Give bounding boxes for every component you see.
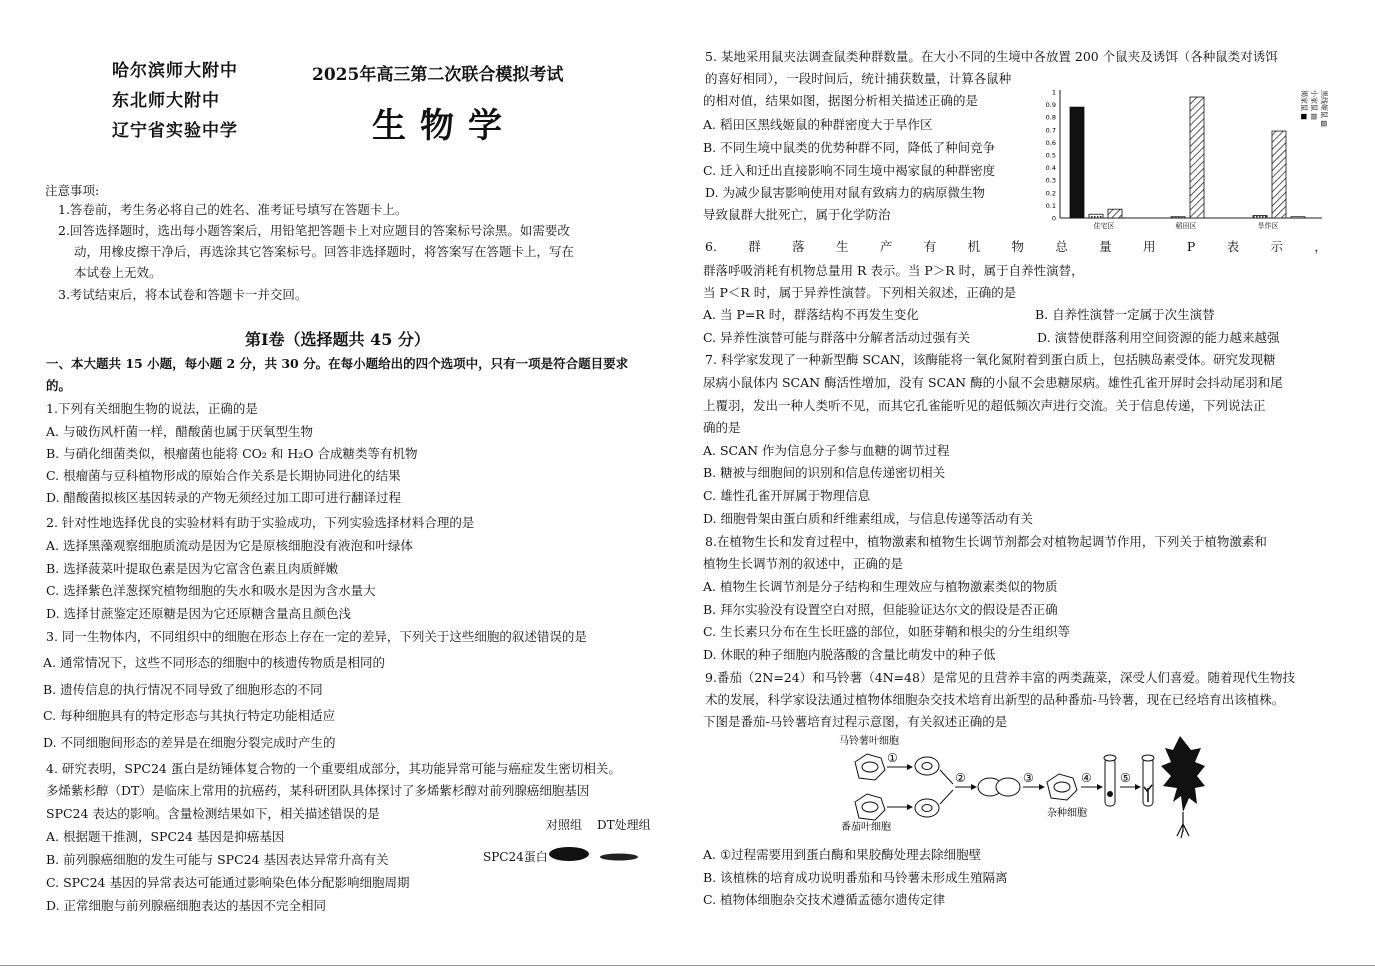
bar-其他-旱作区 xyxy=(1291,217,1305,218)
nucleus xyxy=(922,805,932,812)
q6-stem-2: 群落呼吸消耗有机物总量用 R 表示。当 P＞R 时，属于自养性演替， xyxy=(703,263,1084,278)
q3-option-c: C. 每种细胞具有的特定形态与其执行特定功能相适应 xyxy=(43,708,336,723)
q3-stem: 3. 同一生物体内，不同组织中的细胞在形态上存在一定的差异，下列关于这些细胞的叙述错误的是 xyxy=(46,629,587,644)
y-tick-label: 0.2 xyxy=(1045,189,1056,198)
q6-stem-char: P xyxy=(1186,239,1196,254)
q7-option-c: C. 雄性孔雀开屏属于物理信息 xyxy=(703,488,871,503)
y-tick-label: 0.3 xyxy=(1045,176,1056,185)
q6-stem-char: 生 xyxy=(836,239,849,254)
school-3: 辽宁省实验中学 xyxy=(112,121,238,141)
notice-line: 3.考试结束后，将本试卷和答题卡一并交回。 xyxy=(58,287,308,302)
section-instructions-cont: 的。 xyxy=(46,378,72,393)
q3-option-b: B. 遗传信息的执行情况不同导致了细胞形态的不同 xyxy=(43,682,323,697)
y-tick-label: 0.8 xyxy=(1045,113,1056,122)
arrow-head xyxy=(907,764,913,770)
q3-option-d: D. 不同细胞间形态的差异是在细胞分裂完成时产生的 xyxy=(43,735,336,750)
q7-option-d: D. 细胞骨架由蛋白质和纤维素组成，与信息传递等活动有关 xyxy=(703,511,1034,526)
q6-stem-1 xyxy=(705,238,1327,256)
blot-band-dt xyxy=(600,854,638,861)
hybrid-cell-label: 杂种细胞 xyxy=(1047,808,1087,819)
y-tick-label: 0.5 xyxy=(1045,151,1056,160)
category-labels xyxy=(1094,221,1279,230)
q6-stem-char: 总 xyxy=(1055,239,1068,254)
q9-option-a: A. ①过程需要用到蛋白酶和果胶酶处理去除细胞壁 xyxy=(703,847,982,862)
notice-line: 2.回答选择题时，选出每小题答案后，用铅笔把答题卡上对应题目的答案标号涂黑。如需要改 xyxy=(58,223,570,238)
q8-option-b: B. 拜尔实验没有设置空白对照，但能验证达尔文的假设是否正确 xyxy=(703,602,1058,617)
q9-stem-2: 术的发展，科学家设法通过植物体细胞杂交技术培育出新型的品种番茄-马铃薯，现在已经培育出该植株。 xyxy=(705,692,1285,707)
arrow-head xyxy=(1097,784,1103,790)
q5-option-d: D. 为减少鼠害影响使用对鼠有致病力的病原微生物 xyxy=(705,185,986,200)
bar-褐家鼠-住宅区 xyxy=(1070,107,1084,218)
arrow xyxy=(940,770,953,784)
q5-stem-1: 5. 某地采用鼠夹法调查鼠类种群数量。在大小不同的生境中各放置 200 个鼠夹及诱饵（各种鼠类对诱饵 xyxy=(705,49,1278,64)
bar-小家鼠-稻田区 xyxy=(1171,217,1185,218)
legend-item: 小家鼠 ▤ xyxy=(1310,90,1318,120)
q1-option-b: B. 与硝化细菌类似，根瘤菌也能将 CO₂ 和 H₂O 合成糖类等有机物 xyxy=(46,446,418,461)
blot-band-control xyxy=(549,847,589,861)
q6-option-c: C. 异养性演替可能与群落中分解者活动过强有关 xyxy=(703,330,971,345)
step-5-label: ⑤ xyxy=(1120,771,1131,785)
fusing-protoplast xyxy=(996,778,1020,796)
q8-stem-1: 8.在植物生长和发育过程中，植物激素和植物生长调节剂都会对植物起调节作用，下列关于植物激素和 xyxy=(705,534,1267,549)
y-tick-label: 0.9 xyxy=(1045,101,1056,110)
bar-小家鼠-住宅区 xyxy=(1089,214,1103,218)
step-1-label: ① xyxy=(887,751,898,765)
q4-option-b: B. 前列腺癌细胞的发生可能与 SPC24 基因表达异常升高有关 xyxy=(46,852,389,867)
q2-option-c: C. 选择紫色洋葱探究植物细胞的失水和吸水是因为含水量大 xyxy=(46,583,376,598)
step-4-label: ④ xyxy=(1081,771,1092,785)
bar-黑线姬鼠-住宅区 xyxy=(1108,209,1122,218)
q4-option-c: C. SPC24 基因的异常表达可能通过影响染色体分配影响细胞周期 xyxy=(46,875,410,890)
q6-stem-char: 用 xyxy=(1143,239,1156,254)
y-tick-label: 0 xyxy=(1051,214,1056,223)
arrow-head xyxy=(1135,784,1141,790)
western-blot-bands xyxy=(545,840,645,870)
arrow-head xyxy=(907,804,913,810)
y-tick-label: 0.6 xyxy=(1045,138,1056,147)
exam-title: 2025年高三第二次联合模拟考试 xyxy=(312,65,564,85)
blot-dt-label: DT处理组 xyxy=(597,818,651,832)
q4-option-d: D. 正常细胞与前列腺癌细胞表达的基因不完全相同 xyxy=(46,898,327,913)
q5-stem-2: 的喜好相同），一段时间后，统计捕获数量，计算各鼠种 xyxy=(705,71,1012,86)
q8-option-a: A. 植物生长调节剂是分子结构和生理效应与植物激素类似的物质 xyxy=(703,579,1058,594)
notice-line: 本试卷上无效。 xyxy=(74,265,162,280)
category-label: 旱作区 xyxy=(1257,222,1279,230)
potato-cell xyxy=(855,754,885,780)
subject-title: 生物学 xyxy=(372,106,516,146)
q7-option-a: A. SCAN 作为信息分子参与血糖的调节过程 xyxy=(703,443,950,458)
q6-stem-char: ， xyxy=(1314,239,1327,254)
y-tick-label: 0.4 xyxy=(1045,164,1056,173)
q5-option-c: C. 迁入和迁出直接影响不同生境中褐家鼠的种群密度 xyxy=(703,163,996,178)
q8-option-d: D. 休眠的种子细胞内脱落酸的含量比萌发中的种子低 xyxy=(703,647,996,662)
potato-cell-label: 马铃薯叶细胞 xyxy=(839,736,899,747)
q6-stem-char: 量 xyxy=(1099,239,1112,254)
notice-line: 1.答卷前，考生务必将自己的姓名、准考证号填写在答题卡上。 xyxy=(58,202,408,217)
q5-option-b: B. 不同生境中鼠类的优势种群不同，降低了种间竞争 xyxy=(703,140,996,155)
hybrid-cell xyxy=(1047,774,1077,800)
arrow-head xyxy=(1039,784,1045,790)
school-1: 哈尔滨师大附中 xyxy=(112,61,238,81)
q6-option-b: B. 自养性演替一定属于次生演替 xyxy=(1035,307,1215,322)
q3-option-a: A. 通常情况下，这些不同形态的细胞中的核遗传物质是相同的 xyxy=(43,655,385,670)
q7-stem-4: 确的是 xyxy=(703,420,741,435)
q5-option-a: A. 稻田区黑线姬鼠的种群密度大于旱作区 xyxy=(703,117,933,132)
rodent-bar-chart xyxy=(1040,84,1340,236)
q8-stem-2: 植物生长调节剂的叙述中，正确的是 xyxy=(703,556,904,571)
q6-stem-3: 当 P＜R 时，属于异养性演替。下列相关叙述，正确的是 xyxy=(703,285,1017,300)
somatic-hybridization-diagram xyxy=(835,732,1205,840)
test-tube-seedling xyxy=(1142,755,1154,806)
bar-黑线姬鼠-稻田区 xyxy=(1190,97,1204,218)
q5-stem-3: 的相对值，结果如图，据图分析相关描述正确的是 xyxy=(703,93,979,108)
q2-stem: 2. 针对性地选择优良的实验材料有助于实验成功，下列实验选择材料合理的是 xyxy=(46,515,475,530)
q5-option-d-cont: 导致鼠群大批死亡，属于化学防治 xyxy=(703,207,891,222)
q6-stem-char: 机 xyxy=(967,239,981,254)
q9-option-c: C. 植物体细胞杂交技术遵循孟德尔遗传定律 xyxy=(703,892,946,907)
q6-stem-char: 落 xyxy=(792,239,805,254)
hybrid-plant xyxy=(1161,736,1205,838)
q6-stem-char: 有 xyxy=(923,239,937,254)
y-tick-label: 1 xyxy=(1051,88,1056,97)
category-label: 住宅区 xyxy=(1093,222,1115,230)
q9-stem-3: 下图是番茄-马铃薯培育过程示意图，有关叙述正确的是 xyxy=(703,714,1008,729)
q6-option-d: D. 演替使群落利用空间资源的能力越来越强 xyxy=(1037,330,1280,345)
bar-小家鼠-旱作区 xyxy=(1253,215,1267,218)
category-label: 稻田区 xyxy=(1175,222,1197,230)
q1-option-c: C. 根瘤菌与豆科植物形成的原始合作关系是长期协同进化的结果 xyxy=(46,468,401,483)
q9-option-b: B. 该植株的培育成功说明番茄和马铃薯未形成生殖隔离 xyxy=(703,870,1008,885)
q2-option-a: A. 选择黑藻观察细胞质流动是因为它是原核细胞没有液泡和叶绿体 xyxy=(46,538,413,553)
q6-stem-char: 群 xyxy=(748,239,761,254)
q1-option-d: D. 醋酸菌拟核区基因转录的产物无须经过加工即可进行翻译过程 xyxy=(46,490,402,505)
arrow xyxy=(940,790,953,804)
q4-stem-2: 多烯紫杉醇（DT）是临床上常用的抗癌药，某科研团队具体探讨了多烯紫杉醇对前列腺癌细胞基因 xyxy=(46,783,590,798)
blot-control-label: 对照组 xyxy=(546,818,583,832)
tomato-cell-label: 番茄叶细胞 xyxy=(841,822,891,833)
step-2-label: ② xyxy=(955,771,966,785)
q6-stem-char: 6. xyxy=(705,239,717,254)
notice-line: 动，用橡皮擦干净后，再选涂其它答案标号。回答非选择题时，将答案写在答题卡上，写在 xyxy=(74,244,575,259)
part-title: 第Ⅰ卷（选择题共 45 分） xyxy=(245,330,430,349)
blot-row-label: SPC24蛋白 xyxy=(483,850,548,864)
y-tick-labels xyxy=(1046,89,1056,223)
nucleus xyxy=(922,763,932,770)
q7-stem-2: 尿病小鼠体内 SCAN 酶活性增加，没有 SCAN 酶的小鼠不会患糖尿病。雄性孔雀开屏时会抖动尾羽和尾 xyxy=(703,375,1283,390)
notice-title: 注意事项: xyxy=(45,183,100,198)
q6-option-a: A. 当 P=R 时，群落结构不再发生变化 xyxy=(703,307,919,322)
legend-item: 褐家鼠 ■ xyxy=(1300,90,1308,120)
tomato-cell xyxy=(855,794,885,820)
q1-stem: 1.下列有关细胞生物的说法，正确的是 xyxy=(46,401,258,416)
q2-option-b: B. 选择菠菜叶提取色素是因为它富含色素且肉质鲜嫩 xyxy=(46,561,339,576)
q8-option-c: C. 生长素只分布在生长旺盛的部位，如胚芽鞘和根尖的分生组织等 xyxy=(703,624,1071,639)
q7-stem-1: 7. 科学家发现了一种新型酶 SCAN，该酶能将一氧化氮附着到蛋白质上，包括胰岛素受体。研究发现糖 xyxy=(705,352,1276,367)
q6-stem-char: 物 xyxy=(1011,239,1024,254)
test-tube-callus xyxy=(1104,755,1116,806)
legend-item: 黑线姬鼠 ▨ xyxy=(1320,90,1328,127)
arrow-head xyxy=(971,784,977,790)
q1-option-a: A. 与破伤风杆菌一样，醋酸菌也属于厌氧型生物 xyxy=(46,424,313,439)
q7-option-b: B. 糖被与细胞间的识别和信息传递密切相关 xyxy=(703,465,946,480)
bars xyxy=(1070,97,1305,218)
school-2: 东北师大附中 xyxy=(112,91,220,111)
q6-stem-char: 产 xyxy=(879,239,893,254)
page-bottom-border xyxy=(0,965,1375,966)
chart-legend xyxy=(1300,90,1329,127)
y-tick-label: 0.1 xyxy=(1045,201,1056,210)
q7-stem-3: 上覆羽，发出一种人类听不见，而其它孔雀能听见的超低频次声进行交流。关于信息传递，下列说法正 xyxy=(703,398,1266,413)
q4-stem-3: SPC24 表达的影响。含量检测结果如下，相关描述错误的是 xyxy=(46,806,380,821)
q2-option-d: D. 选择甘蔗鉴定还原糖是因为它还原糖含量高且颜色浅 xyxy=(46,606,352,621)
bar-黑线姬鼠-旱作区 xyxy=(1272,131,1286,218)
step-3-label: ③ xyxy=(1023,771,1034,785)
q6-stem-char: 示 xyxy=(1270,239,1284,254)
q4-option-a: A. 根据题干推测，SPC24 基因是抑癌基因 xyxy=(46,829,285,844)
y-tick-label: 0.7 xyxy=(1045,126,1056,135)
q9-stem-1: 9.番茄（2N=24）和马铃薯（4N=48）是常见的且营养丰富的两类蔬菜，深受人们喜爱。随着现代生物技 xyxy=(705,670,1295,685)
section-instructions: 一、本大题共 15 小题，每小题 2 分，共 30 分。在每小题给出的四个选项中，只有一项是符合题目要求 xyxy=(46,356,629,371)
q4-stem-1: 4. 研究表明，SPC24 蛋白是纺锤体复合物的一个重要组成部分，其功能异常可能与癌症发生密切相关。 xyxy=(46,761,621,776)
q6-stem-char: 表 xyxy=(1226,239,1240,254)
